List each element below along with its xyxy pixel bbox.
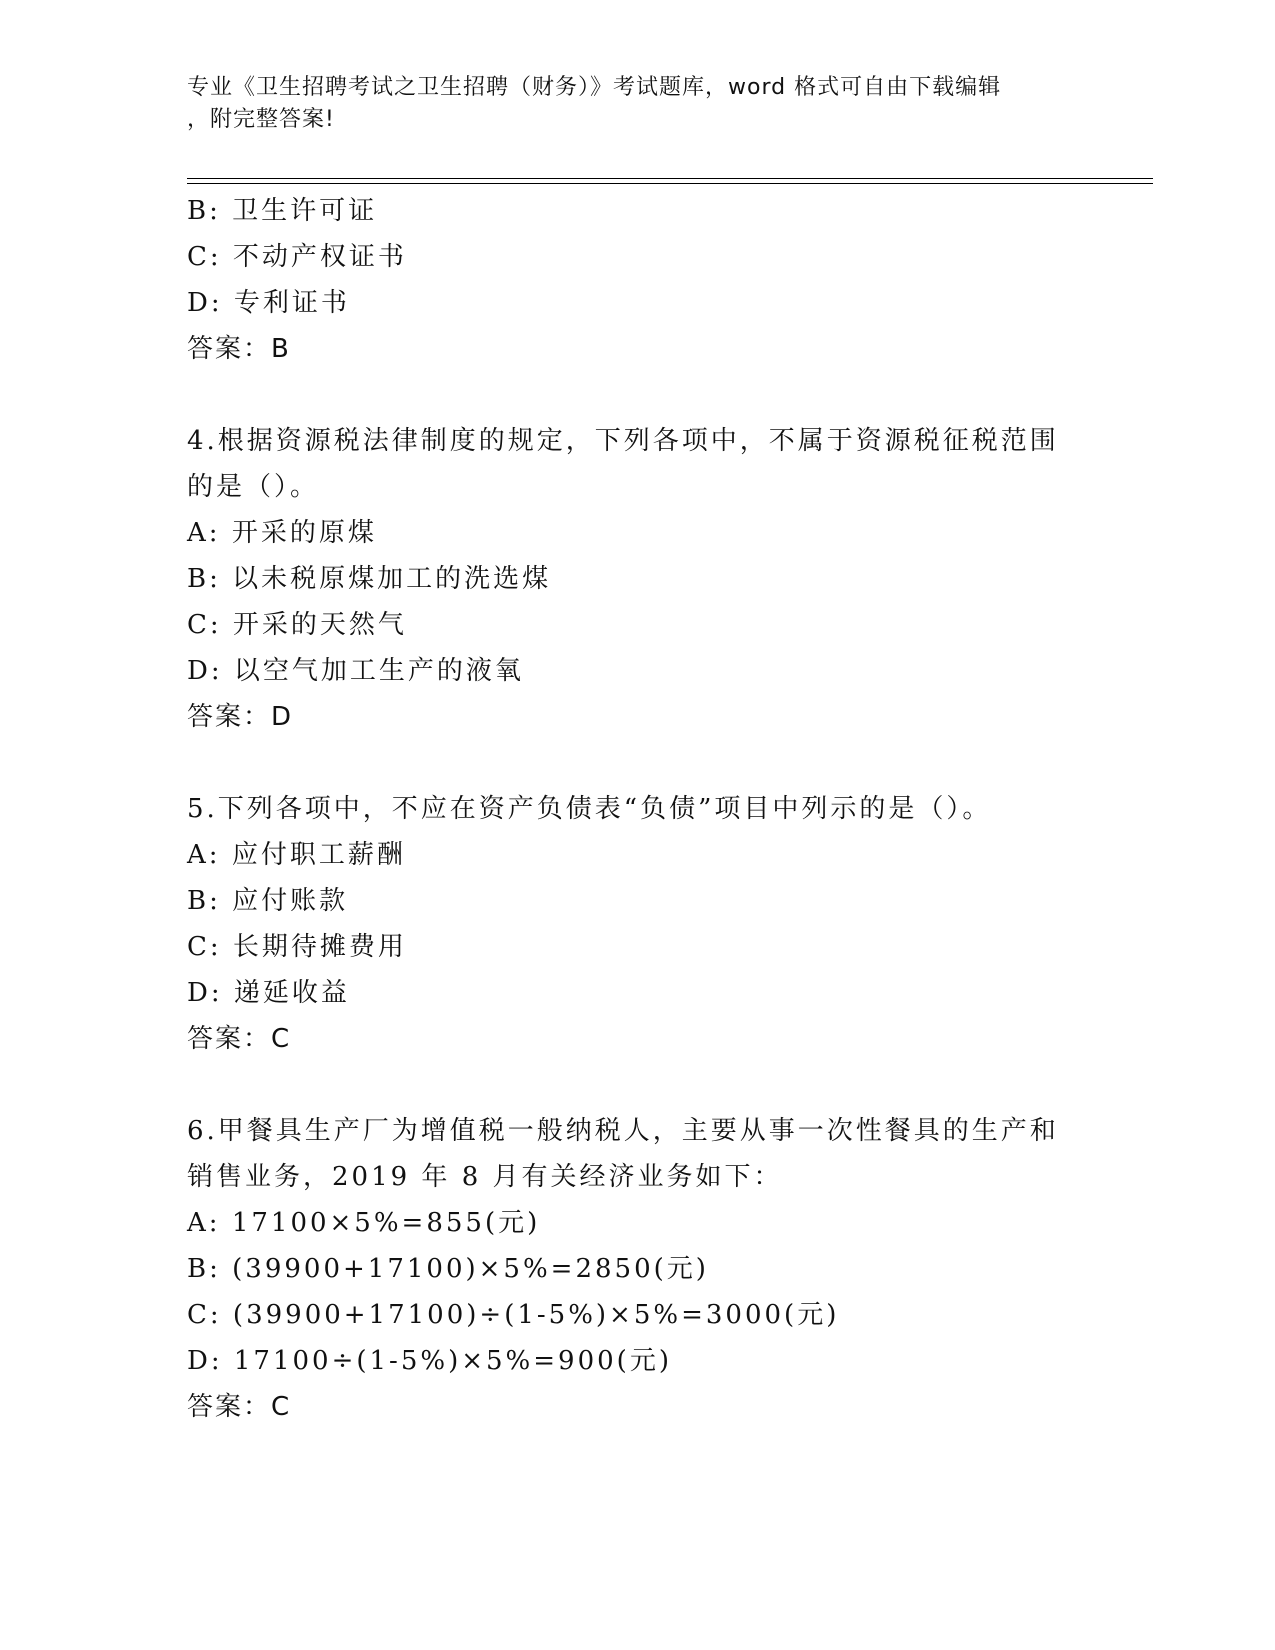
option-text: 长期待摊费用 bbox=[232, 932, 407, 962]
option-b bbox=[187, 556, 1087, 602]
option-label: D: bbox=[187, 1346, 223, 1376]
answer: 答案：B bbox=[187, 334, 291, 364]
question-stem-line-2: 销售业务，2019 年 8 月有关经济业务如下： bbox=[187, 1162, 783, 1192]
option-label: C: bbox=[187, 932, 222, 962]
option-d bbox=[187, 280, 1087, 326]
option-text: 递延收益 bbox=[233, 978, 350, 1008]
header-divider-bottom bbox=[187, 183, 1153, 184]
option-label: A: bbox=[187, 518, 221, 548]
option-text: 应付账款 bbox=[232, 886, 349, 916]
question-stem-line-1: 5.下列各项中，不应在资产负债表“负债”项目中列示的是（）。 bbox=[187, 794, 992, 824]
option-text: 17100×5%=855(元) bbox=[231, 1208, 541, 1238]
option-text: 以未税原煤加工的洗选煤 bbox=[232, 564, 552, 594]
option-text: 不动产权证书 bbox=[232, 242, 407, 272]
option-text: 开采的原煤 bbox=[231, 518, 377, 548]
question-6 bbox=[187, 1108, 1087, 1430]
option-c bbox=[187, 602, 1087, 648]
answer: 答案：C bbox=[187, 1392, 292, 1422]
option-label: B: bbox=[187, 196, 221, 226]
question-stem-line-1: 6.甲餐具生产厂为增值税一般纳税人，主要从事一次性餐具的生产和 bbox=[187, 1116, 1059, 1146]
option-label: B: bbox=[187, 564, 221, 594]
question-3 bbox=[187, 188, 1087, 372]
question-stem-line-1: 4.根据资源税法律制度的规定，下列各项中，不属于资源税征税范围 bbox=[187, 426, 1059, 456]
option-label: D: bbox=[187, 978, 223, 1008]
option-d bbox=[187, 648, 1087, 694]
option-text: (39900+17100)×5%=2850(元) bbox=[232, 1254, 709, 1284]
option-text: 应付职工薪酬 bbox=[231, 840, 406, 870]
option-c bbox=[187, 1292, 1087, 1338]
header-line-1: 专业《卫生招聘考试之卫生招聘（财务）》考试题库，word 格式可自由下载编辑 bbox=[187, 75, 1002, 100]
option-label: D: bbox=[187, 656, 223, 686]
option-text: 开采的天然气 bbox=[232, 610, 407, 640]
option-label: D: bbox=[187, 288, 223, 318]
option-label: C: bbox=[187, 610, 222, 640]
option-text: 以空气加工生产的液氧 bbox=[233, 656, 524, 686]
option-text: 卫生许可证 bbox=[232, 196, 378, 226]
document-header bbox=[187, 72, 1067, 136]
option-text: 17100÷(1-5%)×5%=900(元) bbox=[233, 1346, 672, 1376]
header-divider-top bbox=[187, 178, 1153, 179]
option-text: 专利证书 bbox=[233, 288, 350, 318]
option-label: C: bbox=[187, 1300, 222, 1330]
option-a bbox=[187, 1200, 1087, 1246]
answer: 答案：C bbox=[187, 1024, 292, 1054]
question-list bbox=[187, 188, 1087, 1430]
spacer bbox=[187, 372, 1087, 418]
option-d bbox=[187, 970, 1087, 1016]
option-label: B: bbox=[187, 886, 221, 916]
option-a bbox=[187, 510, 1087, 556]
option-label: A: bbox=[187, 840, 221, 870]
option-b bbox=[187, 878, 1087, 924]
spacer bbox=[187, 740, 1087, 786]
option-d bbox=[187, 1338, 1087, 1384]
option-b bbox=[187, 1246, 1087, 1292]
question-5 bbox=[187, 786, 1087, 1062]
option-label: B: bbox=[187, 1254, 221, 1284]
option-c bbox=[187, 924, 1087, 970]
question-4 bbox=[187, 418, 1087, 740]
question-stem-line-2: 的是（）。 bbox=[187, 472, 320, 502]
header-line-2: ，附完整答案! bbox=[187, 107, 335, 132]
option-text: (39900+17100)÷(1-5%)×5%=3000(元) bbox=[232, 1300, 840, 1330]
option-label: A: bbox=[187, 1208, 221, 1238]
option-a bbox=[187, 832, 1087, 878]
option-label: C: bbox=[187, 242, 222, 272]
spacer bbox=[187, 1062, 1087, 1108]
option-b bbox=[187, 188, 1087, 234]
answer: 答案：D bbox=[187, 702, 294, 732]
option-c bbox=[187, 234, 1087, 280]
